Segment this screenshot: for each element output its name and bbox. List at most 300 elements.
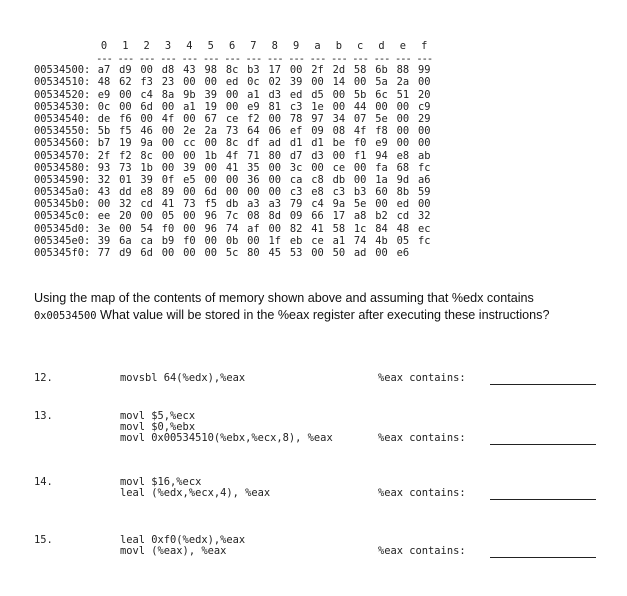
memory-byte: 00 — [204, 161, 217, 174]
memory-byte: a7 — [97, 64, 111, 77]
memory-byte: e5 — [183, 173, 196, 186]
memory-byte: 48 — [396, 222, 410, 235]
memory-byte: 74 — [225, 222, 239, 235]
memory-byte: 3c — [289, 161, 303, 174]
memory-byte: 00 — [396, 100, 410, 113]
column-header-cell: a — [314, 40, 321, 52]
memory-byte: 00 — [161, 161, 175, 174]
memory-byte: df — [247, 137, 260, 150]
memory-byte: 43 — [97, 186, 111, 199]
memory-byte: 00 — [161, 100, 175, 113]
memory-address: 00534530: — [34, 100, 91, 113]
problem-number: 15. — [34, 534, 53, 546]
memory-byte: 0f — [161, 173, 175, 186]
memory-byte: b7 — [97, 137, 111, 150]
memory-byte: 78 — [289, 112, 303, 125]
memory-byte: 00 — [375, 247, 388, 259]
memory-byte: 6a — [119, 234, 132, 247]
memory-row — [34, 198, 574, 210]
memory-byte: 97 — [311, 112, 324, 125]
column-header-cell: 2 — [143, 40, 150, 52]
memory-byte: 64 — [247, 125, 260, 138]
memory-byte: 77 — [97, 247, 111, 259]
memory-byte: 00 — [311, 76, 324, 89]
memory-byte: 41 — [225, 161, 239, 174]
memory-row — [34, 101, 574, 113]
memory-byte: 00 — [268, 161, 282, 174]
answer-label: %eax contains: — [378, 545, 466, 557]
memory-byte: 00 — [417, 198, 431, 211]
column-separator: --- — [373, 53, 390, 66]
memory-byte: 00 — [247, 234, 260, 247]
memory-byte: 4f — [161, 112, 175, 125]
memory-byte: 20 — [417, 88, 431, 101]
memory-byte: 1f — [268, 234, 282, 247]
memory-byte: 00 — [161, 125, 175, 138]
memory-byte: 00 — [396, 137, 410, 150]
column-separator: --- — [224, 53, 240, 66]
memory-byte: 8c — [140, 149, 153, 162]
memory-byte: 5c — [225, 247, 239, 259]
memory-byte: 80 — [247, 247, 260, 259]
memory-byte: 00 — [289, 64, 303, 77]
answer-blank[interactable] — [490, 384, 596, 385]
memory-byte: c3 — [289, 186, 303, 199]
memory-byte: 2f — [97, 149, 111, 162]
memory-byte: f8 — [375, 125, 388, 138]
column-header-cell: f — [421, 40, 428, 52]
memory-byte: a1 — [247, 88, 260, 101]
memory-byte: a3 — [247, 198, 260, 211]
column-separator: --- — [117, 53, 134, 66]
memory-byte: eb — [289, 234, 303, 247]
memory-address: 00534520: — [34, 88, 91, 101]
memory-byte: 17 — [268, 64, 282, 77]
prompt-text-after: What value will be stored in the %eax register after executing these instructions? — [96, 308, 550, 322]
memory-byte: 6b — [375, 64, 388, 77]
column-separator: --- — [352, 53, 369, 66]
memory-byte: 05 — [396, 234, 410, 247]
memory-row — [34, 223, 574, 235]
memory-byte: 67 — [204, 112, 217, 125]
memory-address: 005345f0: — [34, 247, 91, 259]
problem-code: leal 0xf0(%edx),%eax movl (%eax), %eax — [120, 534, 246, 557]
column-separator: --- — [96, 53, 112, 66]
memory-byte: 00 — [225, 88, 239, 101]
memory-byte: e6 — [396, 247, 410, 259]
memory-byte: 00 — [225, 186, 239, 199]
memory-byte: ab — [417, 149, 431, 162]
memory-byte: 00 — [268, 222, 282, 235]
memory-byte: 00 — [140, 64, 153, 77]
memory-byte: dd — [119, 186, 132, 199]
memory-address: 005345e0: — [34, 234, 91, 247]
memory-byte: 00 — [396, 112, 410, 125]
memory-byte: 00 — [183, 210, 196, 223]
memory-byte: 41 — [161, 198, 175, 211]
memory-byte: f5 — [119, 125, 132, 138]
memory-byte: ed — [396, 198, 410, 211]
memory-byte: d9 — [119, 64, 132, 77]
memory-byte: c4 — [140, 88, 153, 101]
memory-byte: af — [247, 222, 260, 235]
memory-byte: 68 — [396, 161, 410, 174]
memory-byte: 2f — [311, 64, 324, 77]
memory-byte: 1e — [311, 100, 324, 113]
memory-byte: 00 — [332, 88, 346, 101]
memory-row — [34, 125, 574, 137]
memory-byte: 45 — [268, 247, 282, 259]
memory-byte: 51 — [396, 88, 410, 101]
memory-byte: 00 — [225, 173, 239, 186]
memory-byte: 84 — [375, 222, 388, 235]
memory-row — [34, 150, 574, 162]
memory-byte: d3 — [311, 149, 324, 162]
memory-byte: e8 — [311, 186, 324, 199]
memory-byte: ad — [353, 247, 367, 259]
memory-byte: a3 — [268, 198, 282, 211]
column-header-cell: 0 — [100, 40, 108, 52]
memory-byte: b3 — [353, 186, 367, 199]
memory-byte: 00 — [417, 125, 431, 138]
memory-byte: e9 — [247, 100, 260, 113]
memory-byte: e8 — [140, 186, 153, 199]
memory-byte: 00 — [119, 88, 132, 101]
memory-byte: 48 — [97, 76, 111, 89]
memory-byte: c3 — [332, 186, 346, 199]
question-prompt — [34, 290, 594, 325]
memory-byte: 39 — [97, 234, 111, 247]
memory-byte: 00 — [417, 76, 431, 89]
memory-address: 005345c0: — [34, 210, 91, 223]
memory-byte: 39 — [183, 161, 196, 174]
memory-byte: 17 — [332, 210, 346, 223]
memory-byte: a1 — [332, 234, 346, 247]
memory-byte: e8 — [396, 149, 410, 162]
memory-byte: 5b — [353, 88, 367, 101]
memory-byte: 0c — [97, 100, 111, 113]
memory-byte: 1b — [140, 161, 153, 174]
memory-byte: ce — [225, 112, 239, 125]
memory-address: 00534580: — [34, 161, 91, 174]
memory-byte: 80 — [268, 149, 282, 162]
memory-byte: a8 — [353, 210, 367, 223]
memory-byte: 00 — [161, 247, 175, 259]
memory-byte: 88 — [396, 64, 410, 77]
memory-byte: 39 — [140, 173, 153, 186]
memory-byte: cc — [183, 137, 196, 150]
memory-byte: 2a — [204, 125, 217, 138]
memory-byte: 73 — [119, 161, 132, 174]
answer-blank[interactable] — [490, 499, 596, 500]
memory-byte: 6c — [375, 88, 388, 101]
memory-byte: 94 — [375, 149, 388, 162]
memory-byte: e9 — [375, 137, 388, 150]
memory-byte: f0 — [353, 137, 367, 150]
memory-byte: 4f — [353, 125, 367, 138]
memory-byte: ad — [268, 137, 282, 150]
memory-byte: 00 — [140, 210, 153, 223]
memory-byte: 00 — [161, 149, 175, 162]
problem-code: movl $16,%ecx leal (%edx,%ecx,4), %eax — [120, 476, 271, 499]
column-header-cell: 5 — [207, 40, 214, 52]
memory-byte: 53 — [289, 247, 303, 259]
memory-byte: 00 — [225, 100, 239, 113]
memory-byte: 50 — [332, 247, 346, 259]
memory-byte: 00 — [140, 112, 153, 125]
memory-byte: 5a — [375, 76, 388, 89]
memory-byte: ed — [225, 76, 239, 89]
memory-byte: f1 — [353, 149, 367, 162]
memory-byte: 00 — [161, 137, 175, 150]
memory-row — [34, 174, 574, 186]
memory-byte: 34 — [332, 112, 346, 125]
column-separator: --- — [202, 53, 219, 66]
memory-address: 00534570: — [34, 149, 91, 162]
memory-byte: 00 — [268, 186, 282, 199]
memory-byte: 8c — [225, 64, 239, 77]
column-header-cell: 6 — [228, 40, 236, 52]
memory-byte: 00 — [353, 161, 367, 174]
memory-byte: d3 — [268, 88, 282, 101]
memory-row — [34, 210, 574, 222]
memory-byte: c8 — [311, 173, 324, 186]
memory-byte: 46 — [140, 125, 153, 138]
memory-byte: 9a — [332, 198, 346, 211]
memory-byte: b2 — [375, 210, 388, 223]
memory-byte: 00 — [332, 149, 346, 162]
memory-byte: 73 — [183, 198, 196, 211]
memory-byte: 09 — [311, 125, 324, 138]
memory-byte: f2 — [247, 112, 260, 125]
memory-byte: d7 — [289, 149, 303, 162]
problem-code: movsbl 64(%edx),%eax — [120, 372, 246, 384]
memory-byte: 2a — [396, 76, 410, 89]
memory-byte: a1 — [183, 100, 196, 113]
memory-byte: 08 — [332, 125, 346, 138]
memory-byte: ce — [332, 161, 346, 174]
memory-byte: fa — [375, 161, 388, 174]
memory-byte: cd — [396, 210, 410, 223]
memory-byte: ed — [289, 88, 303, 101]
memory-byte: db — [332, 173, 346, 186]
memory-byte: 00 — [183, 76, 196, 89]
memory-byte: 00 — [311, 161, 324, 174]
memory-byte: 00 — [375, 198, 388, 211]
memory-byte: 00 — [396, 125, 410, 138]
memory-byte: 62 — [119, 76, 132, 89]
column-separator: --- — [330, 53, 347, 66]
memory-byte: d9 — [119, 247, 132, 259]
memory-byte: 20 — [119, 210, 132, 223]
answer-blank[interactable] — [490, 557, 596, 558]
memory-byte: d8 — [161, 64, 175, 77]
memory-byte: 01 — [119, 173, 132, 186]
memory-byte: 00 — [417, 137, 431, 150]
memory-map — [34, 40, 574, 259]
memory-byte: 00 — [204, 247, 217, 259]
memory-byte: 00 — [332, 100, 346, 113]
memory-byte: 00 — [183, 222, 196, 235]
problem-code: movl $5,%ecx movl $0,%ebx movl 0x00534510(%ebx,%ecx,8), %eax — [120, 410, 333, 444]
memory-byte: 93 — [97, 161, 111, 174]
column-header-cell: b — [335, 40, 342, 52]
memory-byte: 4b — [375, 234, 388, 247]
problem-number: 13. — [34, 410, 53, 422]
memory-byte: 1c — [353, 222, 367, 235]
memory-byte: 8b — [396, 186, 410, 199]
memory-address: 00534500: — [34, 64, 91, 77]
memory-byte: a6 — [417, 173, 431, 186]
memory-byte: 60 — [375, 186, 388, 199]
memory-address: 00534540: — [34, 112, 91, 125]
memory-address: 00534560: — [34, 137, 91, 150]
memory-byte: 41 — [311, 222, 324, 235]
memory-row — [34, 76, 574, 88]
memory-byte: 89 — [161, 186, 175, 199]
memory-byte: 00 — [204, 234, 217, 247]
memory-byte: 2d — [332, 64, 346, 77]
memory-byte: 00 — [119, 222, 132, 235]
answer-blank[interactable] — [490, 444, 596, 445]
memory-byte: 00 — [204, 173, 217, 186]
memory-byte: 5b — [97, 125, 111, 138]
memory-byte: de — [97, 112, 111, 125]
memory-byte: 9a — [140, 137, 153, 150]
memory-address: 005345b0: — [34, 198, 91, 211]
memory-byte: ce — [311, 234, 324, 247]
memory-byte: f2 — [119, 149, 132, 162]
memory-row — [34, 113, 574, 125]
memory-byte: b3 — [247, 64, 260, 77]
memory-byte: 44 — [353, 100, 367, 113]
memory-byte: ca — [140, 234, 153, 247]
memory-byte: 07 — [353, 112, 367, 125]
column-separator: --- — [416, 53, 433, 66]
memory-byte: 29 — [417, 112, 431, 125]
memory-byte: 5e — [353, 198, 367, 211]
memory-row — [34, 162, 574, 174]
memory-byte: d1 — [311, 137, 324, 150]
memory-byte: 02 — [268, 76, 282, 89]
memory-byte: b9 — [161, 234, 175, 247]
memory-byte: d1 — [289, 137, 303, 150]
memory-address: 005345d0: — [34, 222, 91, 235]
memory-byte: 8d — [268, 210, 282, 223]
prompt-text-before: Using the map of the contents of memory shown above and assuming that %edx contains — [34, 291, 534, 305]
memory-byte: 0c — [247, 76, 260, 89]
memory-byte: 32 — [417, 210, 431, 223]
column-separator: --- — [245, 53, 262, 66]
column-header-cell: 3 — [164, 40, 172, 52]
memory-byte: 00 — [97, 198, 111, 211]
memory-byte: 6d — [140, 247, 153, 259]
column-separator: --- — [266, 53, 283, 66]
memory-byte: db — [225, 198, 239, 211]
memory-byte: 9d — [396, 173, 410, 186]
column-header-cell: 8 — [271, 40, 278, 52]
memory-byte: f5 — [204, 198, 217, 211]
memory-byte: 00 — [353, 76, 367, 89]
memory-byte: 00 — [183, 149, 196, 162]
memory-byte: 9b — [183, 88, 196, 101]
memory-byte: 00 — [247, 186, 260, 199]
memory-row — [34, 235, 574, 247]
memory-byte: 98 — [204, 64, 217, 77]
memory-byte: 8a — [161, 88, 175, 101]
memory-byte: 19 — [204, 100, 217, 113]
memory-byte: 6d — [204, 186, 217, 199]
column-separator: --- — [160, 53, 176, 66]
memory-byte: 74 — [353, 234, 367, 247]
memory-byte: 73 — [225, 125, 239, 138]
memory-byte: 32 — [97, 173, 111, 186]
memory-byte: 00 — [183, 247, 196, 259]
memory-byte: 19 — [119, 137, 132, 150]
column-header-cell: 4 — [186, 40, 193, 52]
column-separator: --- — [309, 53, 326, 66]
memory-byte: 0b — [225, 234, 239, 247]
column-header-cell: 1 — [122, 40, 129, 52]
memory-byte: 2e — [183, 125, 196, 138]
memory-byte: d5 — [311, 88, 324, 101]
memory-byte: ee — [97, 210, 111, 223]
memory-address: 00534590: — [34, 173, 91, 186]
memory-byte: ec — [417, 222, 431, 235]
problem-number: 12. — [34, 372, 53, 384]
memory-byte: f3 — [140, 76, 153, 89]
column-header-cell: e — [399, 40, 407, 52]
memory-byte: 39 — [289, 76, 303, 89]
memory-byte: 09 — [289, 210, 303, 223]
answer-label: %eax contains: — [378, 372, 466, 384]
memory-byte: 43 — [183, 64, 196, 77]
memory-byte: 7c — [225, 210, 239, 223]
memory-byte: fc — [417, 161, 431, 174]
memory-byte: 00 — [311, 247, 324, 259]
memory-header-separator — [34, 52, 574, 64]
memory-byte: 54 — [140, 222, 153, 235]
memory-byte: 06 — [268, 125, 282, 138]
memory-byte: e9 — [97, 88, 111, 101]
memory-address: 00534510: — [34, 76, 91, 89]
memory-rows — [34, 64, 574, 259]
memory-row — [34, 137, 574, 149]
memory-byte: 00 — [183, 186, 196, 199]
column-separator: --- — [138, 53, 155, 66]
memory-address: 00534550: — [34, 125, 91, 138]
memory-row — [34, 64, 574, 76]
answer-label: %eax contains: — [378, 432, 466, 444]
column-header-cell: 7 — [250, 40, 257, 52]
memory-byte: c9 — [417, 100, 431, 113]
memory-byte: 59 — [417, 186, 431, 199]
memory-byte: 1b — [204, 149, 217, 162]
memory-byte: fc — [417, 234, 431, 247]
memory-byte: 05 — [161, 210, 175, 223]
memory-byte: 99 — [417, 64, 431, 77]
memory-byte: 14 — [332, 76, 346, 89]
answer-label: %eax contains: — [378, 487, 466, 499]
memory-byte: 08 — [247, 210, 260, 223]
memory-byte: 66 — [311, 210, 324, 223]
memory-byte: 00 — [204, 137, 217, 150]
memory-byte: 32 — [119, 198, 132, 211]
memory-byte: 36 — [247, 173, 260, 186]
memory-byte: 96 — [204, 210, 217, 223]
memory-byte: be — [332, 137, 346, 150]
memory-byte: 58 — [353, 64, 367, 77]
